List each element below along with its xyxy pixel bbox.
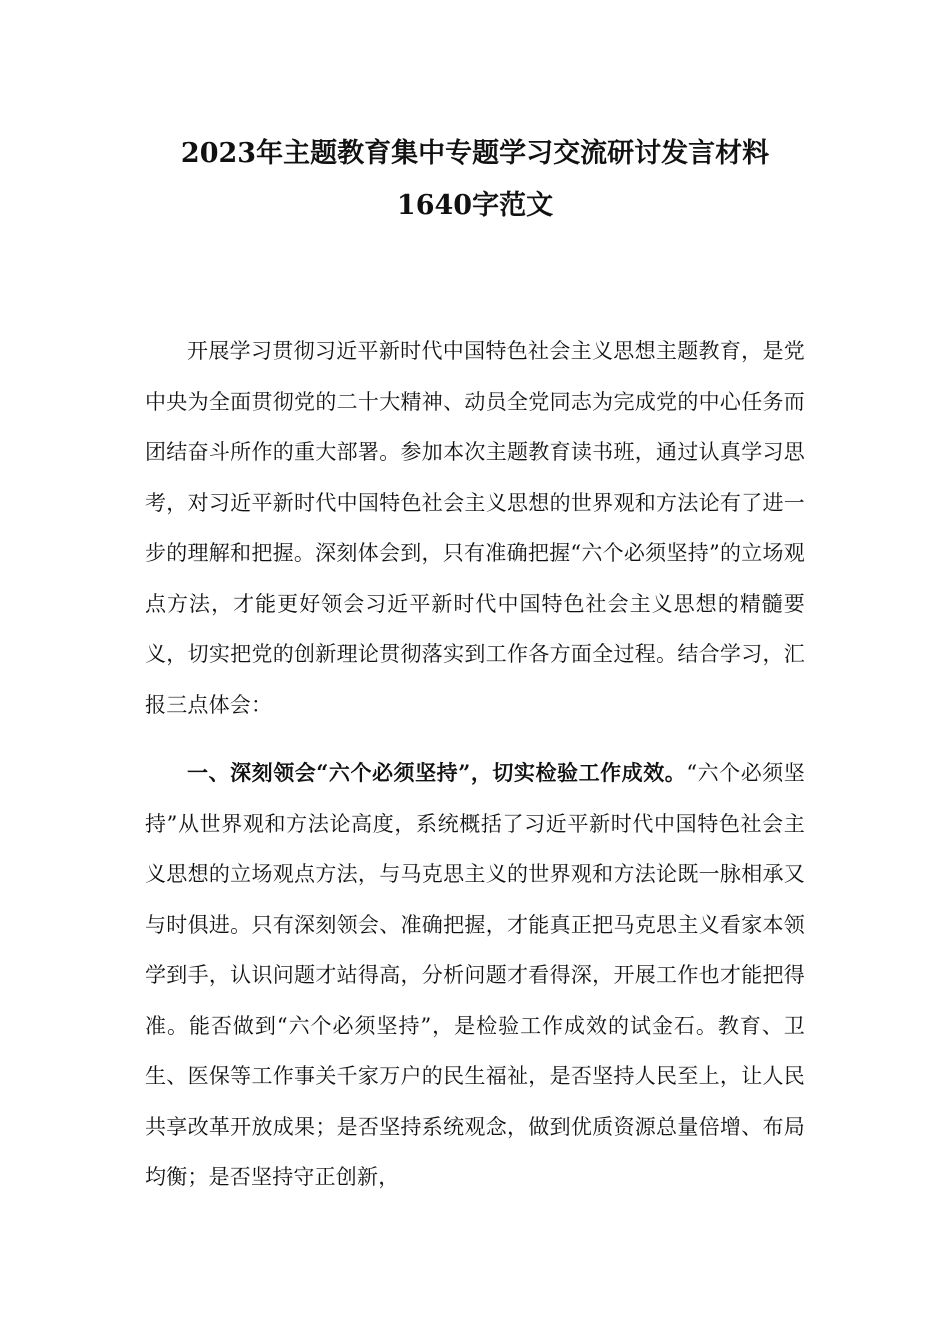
intro-paragraph: 开展学习贯彻习近平新时代中国特色社会主义思想主题教育，是党中央为全面贯彻党的二十大精神、动员全党同志为完成党的中心任务而团结奋斗所作的重大部署。参加本次主题教育读书班，通过认真学习思考，对习近平新时代中国特色社会主义思想的世界观和方法论有了进一步的理解和把握。深刻体会到，只有准确把握“六个必须坚持”的立场观点方法，才能更好领会习近平新时代中国特色社会主义思想的精髓要义，切实把党的创新理论贯彻落实到工作各方面全过程。结合学习，汇报三点体会： bbox=[145, 339, 805, 717]
title-line-2: 1640字范文 bbox=[396, 190, 554, 221]
title-line-1: 2023年主题教育集中专题学习交流研讨发言材料 bbox=[180, 138, 770, 169]
section-1-body: “六个必须坚持”从世界观和方法论高度，系统概括了习近平新时代中国特色社会主义思想的立场观点方法，与马克思主义的世界观和方法论既一脉相承又与时俱进。只有深刻领会、准确把握，才能真正把马克思主义看家本领学到手，认识问题才站得高，分析问题才看得深，开展工作也才能把得准。能否做到“六个必须坚持”，是检验工作成效的试金石。教育、卫生、医保等工作事关千家万户的民生福祉，是否坚持人民至上，让人民共享改革开放成果；是否坚持系统观念，做到优质资源总量倍增、布局均衡；是否坚持守正创新， bbox=[145, 761, 805, 1189]
section-1-heading: 一、深刻领会“六个必须坚持”，切实检验工作成效。 bbox=[187, 760, 687, 785]
section-1-paragraph bbox=[145, 748, 805, 1203]
document-title bbox=[120, 128, 830, 232]
